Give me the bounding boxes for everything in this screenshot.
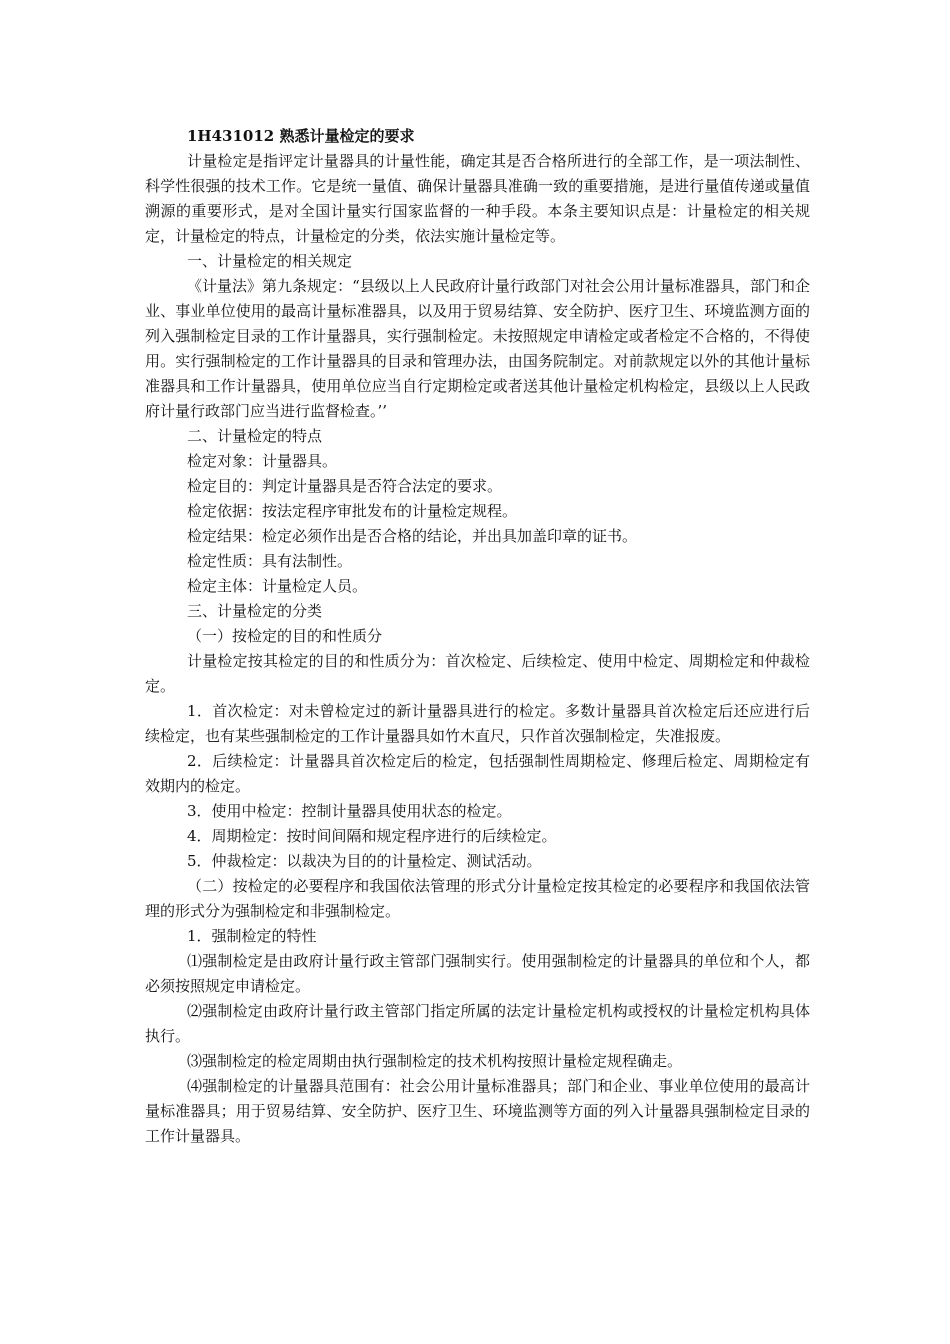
characteristic-object: 检定对象：计量器具。 xyxy=(187,452,338,470)
list-item: 4．周期检定：按时间间隔和规定程序进行的后续检定。 xyxy=(187,827,557,845)
list-item: 2．后续检定：计量器具首次检定后的检定，包括强制性周期检定、修理后检定、周期检定有效期内的检定。 xyxy=(145,752,810,795)
document-page xyxy=(145,124,810,1149)
subheading-by-purpose: （一）按检定的目的和性质分 xyxy=(187,627,383,645)
list-item: ⑶强制检定的检定周期由执行强制检定的技术机构按照计量检定规程确走。 xyxy=(187,1052,683,1070)
heading-classification: 三、计量检定的分类 xyxy=(187,602,323,620)
characteristic-result: 检定结果：检定必须作出是否合格的结论，并出具加盖印章的证书。 xyxy=(187,527,638,545)
subheading-by-procedure: （二）按检定的必要程序和我国依法管理的形式分计量检定按其检定的必要程序和我国依法管理的形式分为强制检定和非强制检定。 xyxy=(145,877,810,920)
list-item: ⑵强制检定由政府计量行政主管部门指定所属的法定计量检定机构或授权的计量检定机构具体执行。 xyxy=(145,1002,810,1045)
characteristic-nature: 检定性质：具有法制性。 xyxy=(187,552,353,570)
heading-mandatory-features: 1．强制检定的特性 xyxy=(187,927,317,945)
intro-paragraph: 计量检定是指评定计量器具的计量性能，确定其是否合格所进行的全部工作，是一项法制性、科学性很强的技术工作。它是统一量值、确保计量器具准确一致的重要措施，是进行量值传递或量值溯源的重要形式，是对全国计量实行国家监督的一种手段。本条主要知识点是：计量检定的相关规定，计量检定的特点，计量检定的分类，依法实施计量检定等。 xyxy=(145,152,810,245)
list-item: 5．仲裁检定：以裁决为目的的计量检定、测试活动。 xyxy=(187,852,542,870)
characteristic-purpose: 检定目的：判定计量器具是否符合法定的要求。 xyxy=(187,477,503,495)
heading-characteristics: 二、计量检定的特点 xyxy=(187,427,323,445)
classification-paragraph: 计量检定按其检定的目的和性质分为：首次检定、后续检定、使用中检定、周期检定和仲裁检定。 xyxy=(145,652,810,695)
list-item: 3．使用中检定：控制计量器具使用状态的检定。 xyxy=(187,802,512,820)
section-title: 1H431012 熟悉计量检定的要求 xyxy=(187,127,415,145)
characteristic-subject: 检定主体：计量检定人员。 xyxy=(187,577,368,595)
list-item: ⑴强制检定是由政府计量行政主管部门强制实行。使用强制检定的计量器具的单位和个人，都必须按照规定申请检定。 xyxy=(145,952,810,995)
law-article-paragraph: 《计量法》第九条规定：“县级以上人民政府计量行政部门对社会公用计量标准器具，部门和企业、事业单位使用的最高计量标准器具，以及用于贸易结算、安全防护、医疗卫生、环境监测方面的列入强制检定目录的工作计量器具，实行强制检定。未按照规定申请检定或者检定不合格的，不得使用。实行强制检定的工作计量器具的目录和管理办法，由国务院制定。对前款规定以外的其他计量标准器具和工作计量器具，使用单位应当自行定期检定或者送其他计量检定机构检定，县级以上人民政府计量行政部门应当进行监督检查。’’ xyxy=(145,277,810,420)
list-item: ⑷强制检定的计量器具范围有：社会公用计量标准器具；部门和企业、事业单位使用的最高计量标准器具；用于贸易结算、安全防护、医疗卫生、环境监测等方面的列入计量器具强制检定目录的工作计量器具。 xyxy=(145,1077,810,1145)
heading-related-rules: 一、计量检定的相关规定 xyxy=(187,252,353,270)
list-item: 1．首次检定：对未曾检定过的新计量器具进行的检定。多数计量器具首次检定后还应进行后续检定，也有某些强制检定的工作计量器具如竹木直尺，只作首次强制检定，失准报废。 xyxy=(145,702,810,745)
characteristic-basis: 检定依据：按法定程序审批发布的计量检定规程。 xyxy=(187,502,518,520)
